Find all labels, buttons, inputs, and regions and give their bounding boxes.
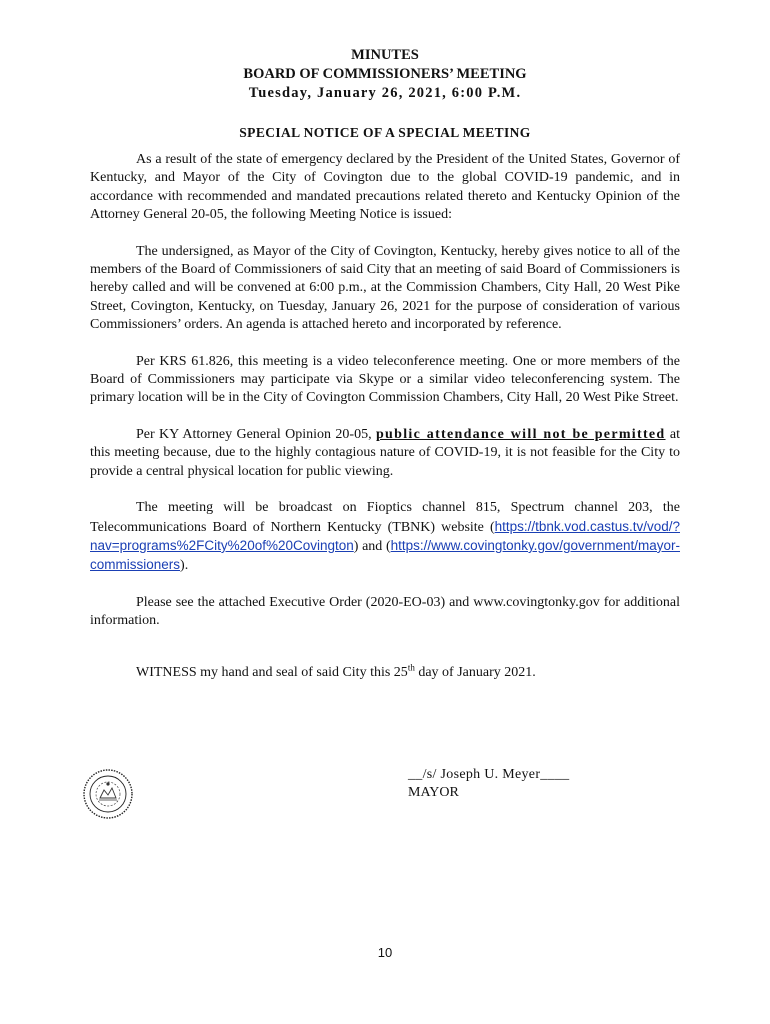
document-header — [90, 46, 680, 103]
signature-block — [408, 766, 570, 803]
tbnk-link[interactable]: https://tbnk.vod.castus.tv/vod/?nav=programs%2FCity%20of%20Covington — [90, 518, 680, 553]
broadcast-text-end: ). — [180, 558, 189, 574]
witness-text-start: WITNESS my hand and seal of said City this 25 — [136, 664, 408, 680]
paragraph-meeting-called: The undersigned, as Mayor of the City of Covington, Kentucky, hereby gives notice to all of the members of the Board of Commissioners of said City that an meeting of said Board of Commissioners is hereby called and will be convened at 6:00 p.m., at the Commission Chambers, City Hall, 20 West Pike Street, Covington, Kentucky, on Tuesday, January 26, 2021 for the purpose of consideration of various Commissioners’ orders. An agenda is attached hereto and incorporated by reference. — [90, 243, 680, 333]
paragraph-witness — [90, 661, 680, 682]
witness-text-end: day of January 2021. — [414, 664, 536, 680]
city-seal-icon — [82, 768, 134, 820]
paragraph-broadcast — [90, 499, 680, 576]
header-board: BOARD OF COMMISSIONERS’ MEETING — [243, 66, 527, 82]
paragraph-krs: Per KRS 61.826, this meeting is a video teleconference meeting. One or more members of the Board of Commissioners may participate via Skype or a similar video teleconferencing system. The primary location will be in the City of Covington Commission Chambers, City Hall, 20 West Pike Street. — [90, 353, 680, 406]
notice-title: SPECIAL NOTICE OF A SPECIAL MEETING — [239, 125, 531, 140]
signature-title: MAYOR — [408, 785, 459, 801]
paragraph-emergency: As a result of the state of emergency declared by the President of the United States, Governor of Kentucky, and Mayor of the City of Covington due to the global COVID-19 pandemic, and in accordance with recommended and mandated precautions related thereto and Kentucky Opinion of the Attorney General 20-05, the following Meeting Notice is issued: — [90, 152, 680, 223]
covington-link[interactable]: https://www.covingtonky.gov/government/mayor-commissioners — [90, 537, 680, 573]
paragraph-executive-order: Please see the attached Executive Order (2020-EO-03) and www.covingtonky.gov for additional information. — [90, 594, 680, 629]
broadcast-text-start: The meeting will be broadcast on Fioptics channel 815, Spectrum channel 203, the Telecommunications Board of Northern Kentucky (TBNK) website ( — [90, 500, 680, 535]
document-page — [90, 46, 680, 682]
header-date: Tuesday, January 26, 2021, 6:00 P.M. — [248, 85, 522, 101]
attendance-emphasis: public attendance will not be permitted — [375, 426, 666, 442]
page-number: 10 — [377, 945, 393, 960]
signature-line: __/s/ Joseph U. Meyer____ — [408, 767, 570, 782]
header-title: MINUTES — [351, 47, 419, 63]
attendance-text-end: at this meeting because, due to the highly contagious nature of COVID-19, it is not feasible for the City to provide a central physical location for public viewing. — [90, 426, 680, 479]
witness-superscript: th — [407, 661, 415, 672]
broadcast-text-middle: ) and ( — [353, 538, 391, 554]
paragraph-attendance — [90, 426, 680, 481]
attendance-text-start: Per KY Attorney General Opinion 20-05, — [136, 426, 376, 442]
